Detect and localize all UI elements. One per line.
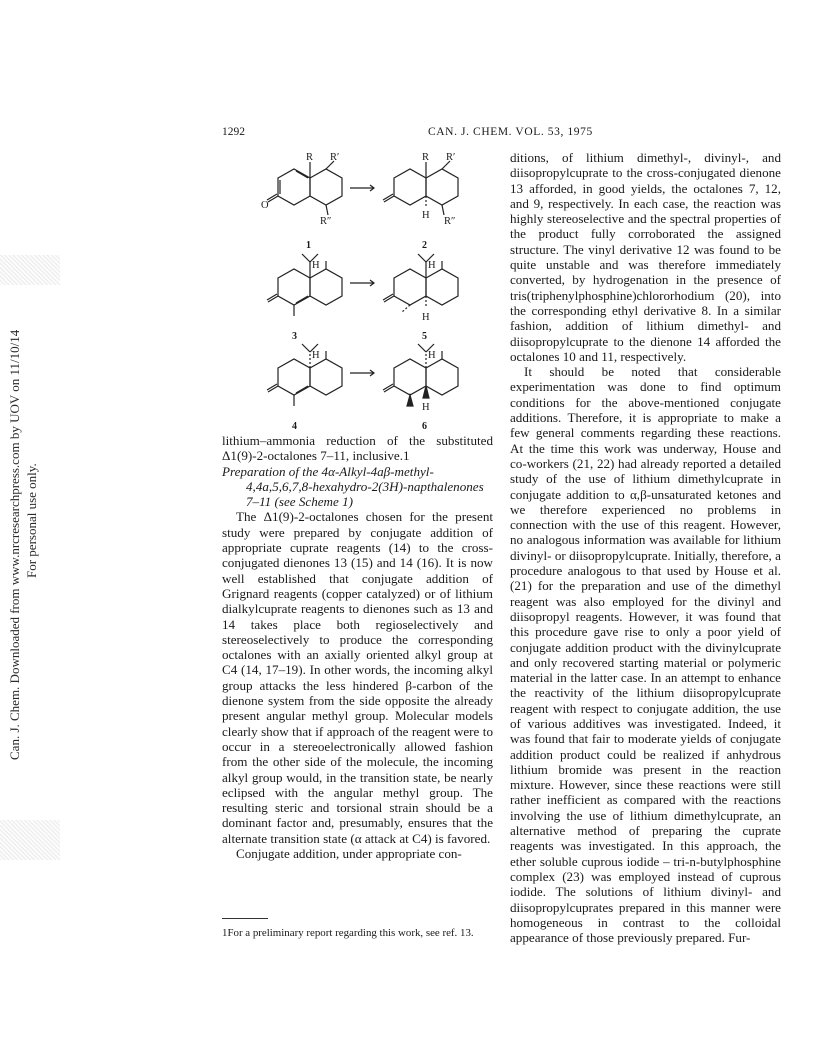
compound-label-3: 3 [292,331,297,342]
paragraph-right-2: It should be noted that considerable experimentation was done to find optimum conditions for the above-mentioned conjugate additions. Therefore, it is appropriate to make a few general comments regarding these reactions. At the time this work was underway, House and co-workers (21, 22) had already reported a detailed study of the use of lithium dimethylcuprate in conjugate addition to α,β-unsaturated ketones and we therefore experienced no problems in connection with the use of this reagent. However, no analogous information was available for lithium divinyl- or diisopropylcuprate. Initially, therefore, a procedure analogous to that used by House et al. (21) for the preparation and use of the dimethyl reagent was also employed for the divinyl and diisopropyl reagents. However, it was found that this procedure gave rise to only a poor yield of conjugate addition product with the divinylcuprate and only recovered starting material or polymeric material in the latter case. In an attempt to enhance the reactivity of the lithium diisopropylcuprate reagent with respect to conjugate addition, the use of various additives was investigated. Indeed, it was found that fair to moderate yields of conjugate addition product could be realized if anhydrous lithium bromide was present in the reaction mixture. However, since these reactions were still rather inefficient as compared with the reactions involving the use of lithium dimethylcuprate, an alternative method of preparing the cuprate reagents was investigated. In this approach, the ether soluble cuprous iodide – tri-n-butylphosphine complex (23) was employed instead of cuprous iodide. The solutions of lithium divinyl- and diisopropylcuprates prepared in this manner were homogeneous in contrast to the colloidal appearance of those previously prepared. Fur- [510,364,781,946]
structure-3 [267,254,342,316]
footnote: 1For a preliminary report regarding this work, see ref. 13. [222,927,474,939]
paragraph-continuation: lithium–ammonia reduction of the substituted Δ1(9)-2-octalones 7–11, inclusive.1 [222,433,493,464]
substituent-h-4: H [312,350,320,361]
section-heading-line1: Preparation of the 4α-Alkyl-4aβ-methyl- [222,463,434,479]
substituent-rprime-2: R′ [446,152,456,163]
paragraph-body-1: The Δ1(9)-2-octalones chosen for the present study were prepared by conjugate addition of appropriate cuprate reagents (14) to the cross-conjugated dienones 13 (15) and 14 (16). It is now well established that conjugate addition of Grignard reagents (copper catalyzed) or of lithium dialkylcuprate reagents to dienones such as 13 and 14 takes place both regioselectively and stereoselectively to produce the corresponding octalones with an axially oriented alkyl group at C4 (14, 17–19). In other words, the incoming alkyl group attacks the less hindered β-carbon of the dienone system from the side opposite the already present angular methyl group. Molecular models clearly show that if approach of the reagent were to occur in a stereoelectronically allowed fashion from the other side of the molecule, the incoming alkyl group would, in the transition state, be nearly eclipsed with the angular methyl group. The resulting steric and torsional strain should be a dominant factor and, presumably, ensures that the alternate transition state (α attack at C4) is favored. [222,509,493,846]
substituent-h-6b: H [422,402,430,413]
substituent-h-2: H [422,210,430,221]
left-column [222,433,493,861]
substituent-rdouble-1: R″ [320,216,332,227]
scan-noise-top [0,255,60,285]
compound-label-4: 4 [292,421,297,430]
scan-noise-bottom [0,820,60,860]
paragraph-body-2: Conjugate addition, under appropriate con- [236,846,462,862]
download-stamp-line2: For personal use only. [24,463,39,578]
substituent-h-5b: H [422,312,430,323]
section-heading-line2: 4,4a,5,6,7,8-hexahydro-2(3H)-napthalenones 7–11 (see Scheme 1) [246,478,484,510]
substituent-rdouble-2: R″ [444,216,456,227]
substituent-h-3: H [312,260,320,271]
structure-2 [383,161,458,215]
structure-5 [383,254,458,312]
structure-1 [267,161,342,215]
download-stamp-line1: Can. J. Chem. Downloaded from www.nrcresearchpress.com by UOV on 11/10/14 [7,329,22,760]
substituent-rprime-1: R′ [330,152,340,163]
substituent-h-5a: H [428,260,436,271]
compound-label-2: 2 [422,240,427,251]
right-column [510,150,781,945]
substituent-h-6a: H [428,350,436,361]
compound-label-6: 6 [422,421,427,430]
reaction-scheme [222,148,496,430]
footnote-rule [222,918,268,919]
compound-label-5: 5 [422,331,427,342]
oxygen-label: O [261,200,269,211]
substituent-r-2: R [422,152,430,163]
substituent-r-1: R [306,152,314,163]
running-head: CAN. J. CHEM. VOL. 53, 1975 [428,126,593,138]
structure-4 [267,344,342,406]
compound-label-1: 1 [306,240,311,251]
download-stamp [0,300,46,760]
page-header [222,126,780,142]
section-heading [222,464,493,510]
paragraph-right-1: ditions, of lithium dimethyl-, divinyl-, and diisopropylcuprate to the cross-conjugated dienone 13 afforded, in good yields, the octalones 7, 12, and 9, respectively. In each case, the reaction was highly stereoselective and the spectral properties of the product fully corroborated the assigned structure. The vinyl derivative 12 was found to be quite unstable and was therefore immediately converted, by hydrogenation in the presence of tris(triphenylphosphine)chlororhodium (20), into the corresponding ethyl derivative 8. In a similar fashion, addition of lithium dimethyl- and diisopropylcuprate to the dienone 14 afforded the octalones 10 and 11, respectively. [510,150,781,364]
structure-6 [383,344,458,406]
page-number: 1292 [222,126,245,138]
